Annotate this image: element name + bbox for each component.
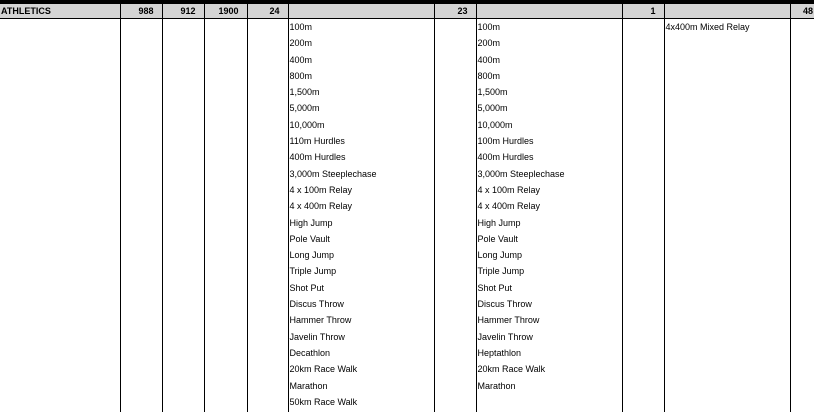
event-item: 1,500m [290, 86, 434, 102]
empty-cell [434, 19, 476, 412]
event-item: Javelin Throw [478, 331, 622, 347]
event-item: 4 x 100m Relay [290, 184, 434, 200]
empty-cell [790, 19, 814, 412]
empty-cell [162, 19, 204, 412]
event-item: 110m Hurdles [290, 135, 434, 151]
event-item: 100m [478, 21, 622, 37]
total-event-count: 48 [790, 4, 814, 19]
event-item: Triple Jump [478, 265, 622, 281]
event-item: 50km Race Walk [290, 396, 434, 412]
event-item: 400m Hurdles [290, 151, 434, 167]
women-events-header [476, 4, 622, 19]
event-item: 4 x 400m Relay [290, 200, 434, 216]
event-item: 5,000m [478, 102, 622, 118]
empty-cell [622, 19, 664, 412]
sport-name: ATHLETICS [0, 4, 120, 19]
men-events-cell [288, 19, 434, 412]
event-item: Shot Put [478, 282, 622, 298]
event-item: Heptathlon [478, 347, 622, 363]
women-events-cell [476, 19, 622, 412]
event-item: Long Jump [478, 249, 622, 265]
sport-events-table [0, 4, 814, 412]
event-item: Javelin Throw [290, 331, 434, 347]
empty-cell [120, 19, 162, 412]
event-item: 400m [478, 54, 622, 70]
sport-header-row [0, 4, 814, 19]
event-item: 200m [290, 37, 434, 53]
empty-cell [247, 19, 288, 412]
mixed-events-list [665, 19, 790, 37]
event-item: Decathlon [290, 347, 434, 363]
event-item: Hammer Throw [290, 314, 434, 330]
women-event-count: 23 [434, 4, 476, 19]
event-item: Pole Vault [478, 233, 622, 249]
men-events-header [288, 4, 434, 19]
event-item: Long Jump [290, 249, 434, 265]
event-item: Discus Throw [478, 298, 622, 314]
event-item: 200m [478, 37, 622, 53]
event-item: High Jump [290, 217, 434, 233]
men-events-list [289, 19, 434, 412]
value-2: 912 [162, 4, 204, 19]
event-item: 100m Hurdles [478, 135, 622, 151]
event-item: Marathon [478, 380, 622, 396]
value-1: 988 [120, 4, 162, 19]
mixed-events-header [664, 4, 790, 19]
event-item: 3,000m Steeplechase [478, 168, 622, 184]
event-item: 3,000m Steeplechase [290, 168, 434, 184]
event-item: 800m [478, 70, 622, 86]
event-item: Hammer Throw [478, 314, 622, 330]
event-item: High Jump [478, 217, 622, 233]
women-events-list [477, 19, 622, 396]
event-item: 5,000m [290, 102, 434, 118]
event-item: Shot Put [290, 282, 434, 298]
event-item: 4 x 100m Relay [478, 184, 622, 200]
event-item: 10,000m [290, 119, 434, 135]
event-item: 20km Race Walk [290, 363, 434, 379]
event-item: Marathon [290, 380, 434, 396]
men-event-count: 24 [247, 4, 288, 19]
event-item: 10,000m [478, 119, 622, 135]
event-item: 20km Race Walk [478, 363, 622, 379]
empty-cell [0, 19, 120, 412]
value-3: 1900 [204, 4, 247, 19]
event-item: Triple Jump [290, 265, 434, 281]
event-item: 1,500m [478, 86, 622, 102]
event-item: 4 x 400m Relay [478, 200, 622, 216]
event-item: 800m [290, 70, 434, 86]
empty-cell [204, 19, 247, 412]
event-item: 400m Hurdles [478, 151, 622, 167]
mixed-events-cell [664, 19, 790, 412]
event-item: 100m [290, 21, 434, 37]
mixed-event-count: 1 [622, 4, 664, 19]
event-item: 400m [290, 54, 434, 70]
event-item: 4x400m Mixed Relay [666, 21, 790, 37]
event-item: Pole Vault [290, 233, 434, 249]
event-item: Discus Throw [290, 298, 434, 314]
sport-detail-row [0, 19, 814, 412]
